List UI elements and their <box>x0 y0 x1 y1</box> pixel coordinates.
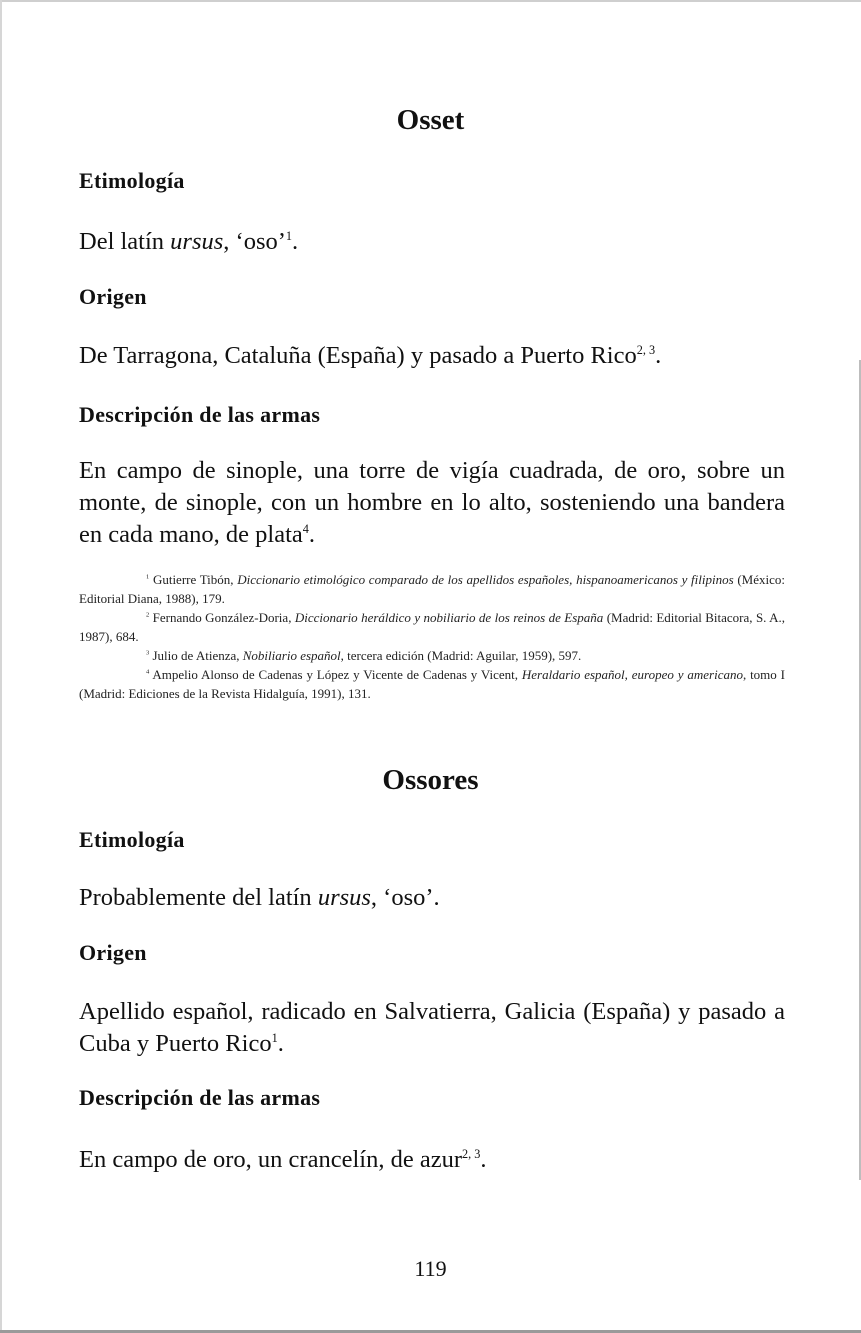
footnote-ref: 2, 3 <box>636 342 656 357</box>
text-segment: , tercera edición (Madrid: Aguilar, 1959), 597. <box>340 648 582 663</box>
page-number: 119 <box>414 1256 447 1281</box>
text-segment: En campo de sinople, una torre de vigía cuadrada, de oro, sobre un monte, de sinople, con un hombre en lo alto, sosteniendo una bandera en cada mano, de plata <box>79 457 785 548</box>
text-segment: , ‘oso’ <box>223 228 286 255</box>
text-segment: Probablemente del latín <box>79 884 318 911</box>
text-segment: Gutierre Tibón, <box>152 572 238 587</box>
origen-text <box>79 340 785 372</box>
footnote-1 <box>79 570 785 608</box>
entry-title-osset: Osset <box>396 104 465 136</box>
footnote-number: 1 <box>146 573 150 581</box>
text-segment: Del latín <box>79 228 171 255</box>
etimologia-heading: Etimología <box>79 168 185 193</box>
origen-heading: Origen <box>79 940 147 965</box>
footnote-ref: 2, 3 <box>461 1146 481 1161</box>
footnote-number: 3 <box>146 649 150 657</box>
italic-term: ursus <box>170 228 224 255</box>
armas-heading: Descripción de las armas <box>79 1085 321 1110</box>
footnote-ref: 4 <box>302 521 309 536</box>
footnotes <box>79 570 785 703</box>
text-segment: . <box>308 521 316 548</box>
text-segment: . <box>277 1030 284 1057</box>
text-segment: Apellido español, radicado en Salvatierra, Galicia (España) y pasado a Cuba y Puerto Rico <box>79 998 785 1057</box>
text-segment: (Madrid: Editorial Bitacora, S. A., 1987), 684. <box>79 610 786 644</box>
italic-title: Nobiliario español <box>242 648 341 663</box>
etimologia-text <box>79 882 785 914</box>
text-segment: Ampelio Alonso de Cadenas y López y Vicente de Cadenas y Vicent, <box>152 667 522 682</box>
origen-text <box>79 996 785 1060</box>
armas-heading: Descripción de las armas <box>79 402 321 427</box>
italic-term: ursus <box>317 884 371 911</box>
armas-text <box>79 455 785 551</box>
page-edge-left <box>0 0 2 1333</box>
footnote-2 <box>79 608 785 646</box>
etimologia-heading: Etimología <box>79 827 185 852</box>
footnote-ref: 1 <box>271 1030 278 1045</box>
italic-title: Heraldario español, europeo y americano <box>521 667 743 682</box>
text-segment: , ‘oso’. <box>370 884 440 911</box>
footnote-4 <box>79 665 785 703</box>
italic-title: Diccionario heráldico y nobiliario de los reinos de España <box>294 610 604 625</box>
page-edge-top <box>0 0 861 2</box>
footnote-number: 4 <box>146 668 150 676</box>
footnote-number: 2 <box>146 611 150 619</box>
entry-title-ossores: Ossores <box>382 764 479 796</box>
text-segment: . <box>292 228 299 255</box>
text-segment: (México: Editorial Diana, 1988), 179. <box>79 572 786 606</box>
text-segment: . <box>655 342 662 369</box>
etimologia-text <box>79 226 785 258</box>
text-segment: , tomo I (Madrid: Ediciones de la Revista Hidalguía, 1991), 131. <box>79 667 785 701</box>
origen-heading: Origen <box>79 284 147 309</box>
text-segment: . <box>480 1146 487 1173</box>
armas-text <box>79 1144 785 1176</box>
text-segment: En campo de oro, un crancelín, de azur <box>79 1146 462 1173</box>
footnote-3 <box>79 646 785 665</box>
text-segment: Fernando González-Doria, <box>152 610 295 625</box>
footnote-ref: 1 <box>285 228 293 243</box>
italic-title: Diccionario etimológico comparado de los apellidos españoles, hispanoamericanos y filipinos <box>237 572 734 587</box>
text-segment: De Tarragona, Cataluña (España) y pasado a Puerto Rico <box>79 342 637 369</box>
text-segment: Julio de Atienza, <box>152 648 243 663</box>
